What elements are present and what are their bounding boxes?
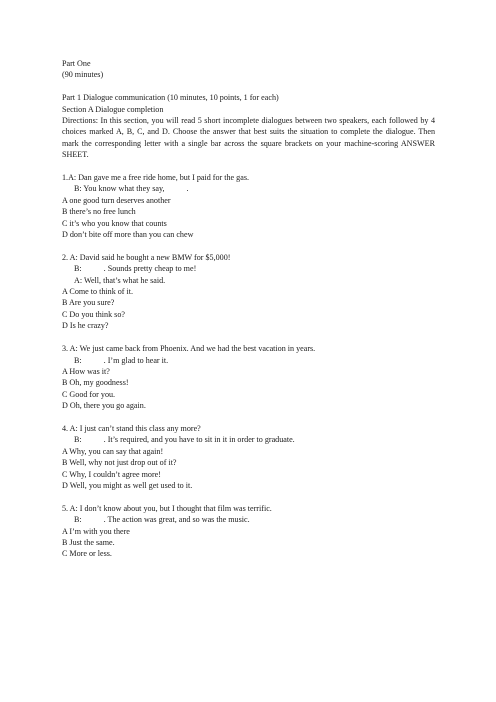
question-prompt: 5. A: I don’t know about you, but I thought that film was terrific. (62, 503, 272, 513)
question-4 (62, 423, 435, 491)
speaker-a-followup: A: Well, that’s what he said. (74, 275, 166, 285)
time-note: (90 minutes) (62, 70, 104, 80)
option-a: A Why, you can say that again! (62, 446, 164, 456)
document-page (62, 58, 435, 560)
option-a: A Come to think of it. (62, 287, 134, 297)
speaker-b-line: B: . I’m glad to hear it. (74, 355, 169, 365)
option-b: B there’s no free lunch (62, 207, 136, 217)
speaker-b-line: B: . The action was great, and so was the music. (74, 515, 250, 525)
directions: Directions: In this section, you will read 5 short incomplete dialogues between two speakers, each followed by 4 choices marked A, B, C, and D. Choose the answer that best suits the situation to complete the dialogue. Then mark the corresponding letter with a single bar across the square brackets on your machine-scoring ANSWER SHEET. (62, 116, 435, 160)
question-prompt: 3. A: We just came back from Phoenix. And we had the best vacation in years. (62, 344, 316, 354)
section-a-title: Section A Dialogue completion (62, 104, 164, 114)
question-prompt: 4. A: I just can’t stand this class any more? (62, 423, 201, 433)
speaker-b-line: B: . It’s required, and you have to sit in it in order to graduate. (74, 435, 295, 445)
option-d: D don’t bite off more than you can chew (62, 230, 194, 240)
option-d: D Well, you might as well get used to it. (62, 480, 193, 490)
speaker-b-line: B: . Sounds pretty cheap to me! (74, 264, 197, 274)
option-d: D Oh, there you go again. (62, 401, 146, 411)
option-a: A I’m with you there (62, 526, 130, 536)
option-c: C Do you think so? (62, 309, 125, 319)
option-c: C Good for you. (62, 389, 116, 399)
part-heading: Part One (62, 59, 91, 68)
question-2 (62, 252, 435, 332)
option-b: B Well, why not just drop out of it? (62, 458, 177, 468)
option-b: B Just the same. (62, 537, 115, 547)
question-5 (62, 503, 435, 560)
speaker-b-line: B: You know what they say, . (74, 184, 189, 194)
question-prompt: 2. A: David said he bought a new BMW for $5,000! (62, 252, 231, 262)
question-1 (62, 172, 435, 240)
option-d: D Is he crazy? (62, 321, 109, 331)
option-b: B Oh, my goodness! (62, 378, 129, 388)
option-c: C More or less. (62, 549, 112, 559)
section-title: Part 1 Dialogue communication (10 minutes, 10 points, 1 for each) (62, 93, 279, 103)
option-b: B Are you sure? (62, 298, 115, 308)
question-prompt: 1.A: Dan gave me a free ride home, but I paid for the gas. (62, 173, 249, 183)
option-a: A How was it? (62, 366, 110, 376)
option-c: C it’s who you know that counts (62, 218, 167, 228)
question-3 (62, 343, 435, 411)
option-c: C Why, I couldn’t agree more! (62, 469, 161, 479)
option-a: A one good turn deserves another (62, 195, 171, 205)
